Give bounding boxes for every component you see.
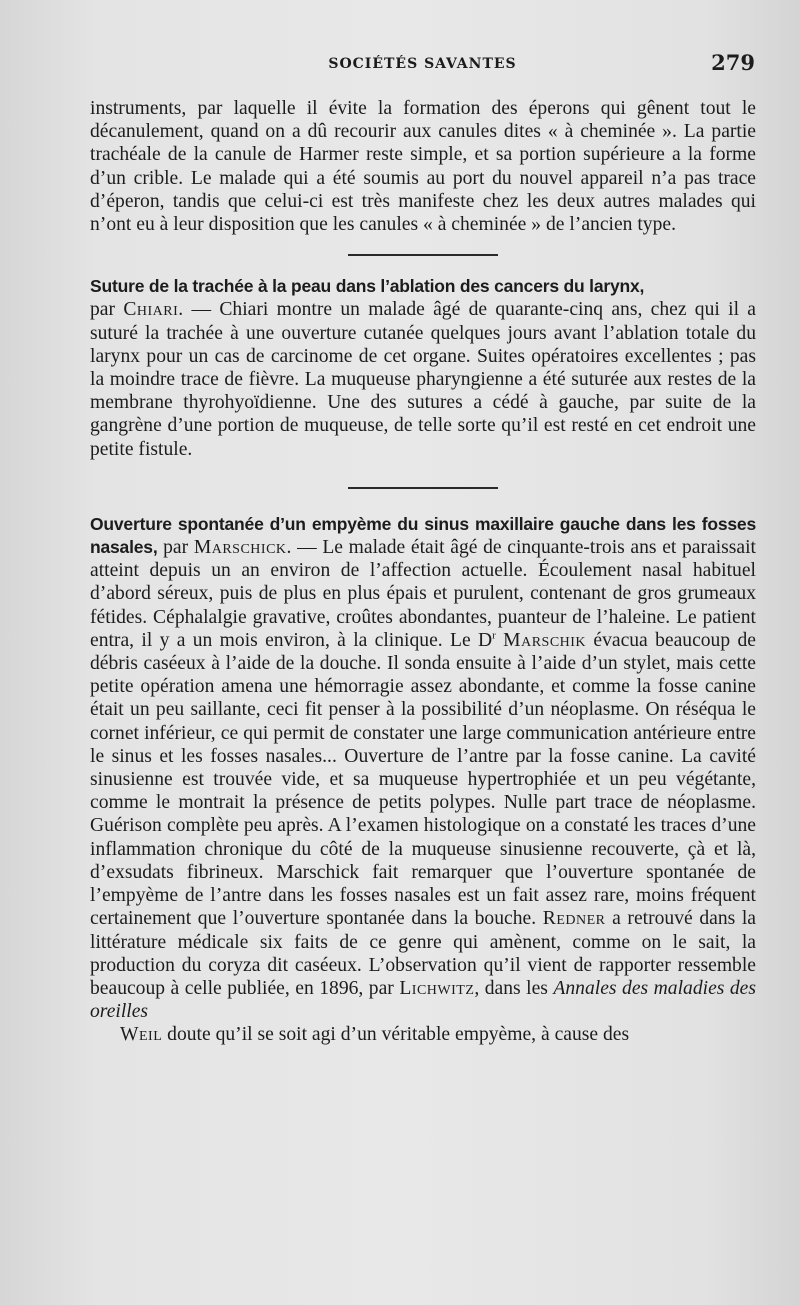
section-text: , dans les (474, 977, 554, 999)
section-heading: Ouverture spontanée d’un empyème du sinus maxillaire gauche dans les fosses nasales, (90, 513, 756, 558)
running-title: SOCIÉTÉS SAVANTES (328, 56, 517, 72)
running-header (90, 50, 755, 80)
section-heading: Suture de la trachée à la peau dans l’ablation des cancers du larynx, (90, 276, 645, 297)
paragraph (90, 1023, 756, 1046)
section-text: a retrouvé dans la littérature médicale six faits de ce genre qui amènent, comme on le sait, la production du coryza dit caséeux. L’observation qu’il vient de rapporter ressemble beaucoup à celle publiée, en 1896, par (90, 908, 757, 999)
superscript: r (492, 629, 496, 642)
section-marschick (90, 513, 756, 1023)
author-name: Weil (120, 1024, 163, 1046)
section-text: . — Le malade était âgé de cinquante-trois ans et paraissait atteint depuis un an environ de l’affection actuelle. Écoulement nasal habituel d’abord séreux, puis de plus en plus épais et purulent, contenant de gros grumeaux fétides. Céphalalgie gravative, croûtes abondantes, puanteur de l’haleine. Le patient entra, il y a un mois environ, à la clinique. Le D (90, 537, 756, 651)
author-name: Lichwitz (399, 977, 475, 999)
section-text: évacua beaucoup de débris caséeux à l’aide de la douche. Il sonda ensuite à l’aide d’un stylet, mais cette petite opération amena une hémorragie assez abondante, et comme la fosse canine était un peu saillante, ceci fit penser à la possibilité d’un néoplasme. On réséqua le cornet inférieur, ce qui permit de constater une large communication antérieure entre le sinus et les fosses nasales... Ouverture de l’antre par la fosse canine. La cavité sinusienne est trouvée vide, et sa muqueuse hypertrophiée et un peu végétante, comme le montrait la présence de petits polypes. Nulle part trace de néoplasme. Guérison complète peu après. A l’examen histologique on a constaté les traces d’une inflammation chronique du côté de la muqueuse sinusienne recouverte, çà et là, d’exsudats fibrineux. Marschick fait remarquer que l’ouverture spontanée de l’empyème de l’antre dans les fosses nasales est un fait assez rare, moins fréquent certainement que l’ouverture spontanée dans la bouche. (90, 629, 756, 930)
section-chiari (90, 275, 756, 461)
byline-prefix: par (157, 537, 194, 559)
author-name: Marschick (193, 537, 287, 559)
journal-title: Annales des maladies des oreilles (90, 977, 756, 1023)
author-name: Chiari (123, 299, 179, 321)
body-text (90, 97, 756, 1047)
page-number: 279 (711, 50, 755, 75)
continued-paragraph: instruments, par laquelle il évite la formation des éperons qui gênent tout le décanulement, quand on a dû recourir aux canules dites « à cheminée ». La partie trachéale de la canule de Harmer reste simple, et sa portion supérieure a la forme d’un crible. Le malade qui a été soumis au port du nouvel appareil n’a pas trace d’éperon, tandis que celui-ci est très manifeste chez les deux autres malades qui n’ont eu à leur disposition que les canules « à cheminée » de l’ancien type. (90, 98, 756, 236)
author-name: Marschik (503, 629, 587, 651)
section-text: . — Chiari montre un malade âgé de quarante-cinq ans, chez qui il a suturé la trachée à une ouverture cutanée quelques jours avant l’ablation totale du larynx pour un cas de carcinome de cet organe. Suites opératoires excellentes ; pas la moindre trace de fièvre. La muqueuse pharyngienne a été suturée aux restes de la membrane thyrohyoïdienne. Une des sutures a cédé à gauche, par suite de la gangrène d’une portion de muqueuse, de telle sorte qu’il est resté en cet endroit une petite fistule. (90, 299, 756, 460)
section-divider (348, 254, 498, 256)
paragraph-text: doute qu’il se soit agi d’un véritable empyème, à cause des (162, 1024, 630, 1046)
byline-prefix: par (90, 299, 124, 321)
section-divider (348, 487, 498, 489)
author-name: Redner (542, 908, 606, 930)
